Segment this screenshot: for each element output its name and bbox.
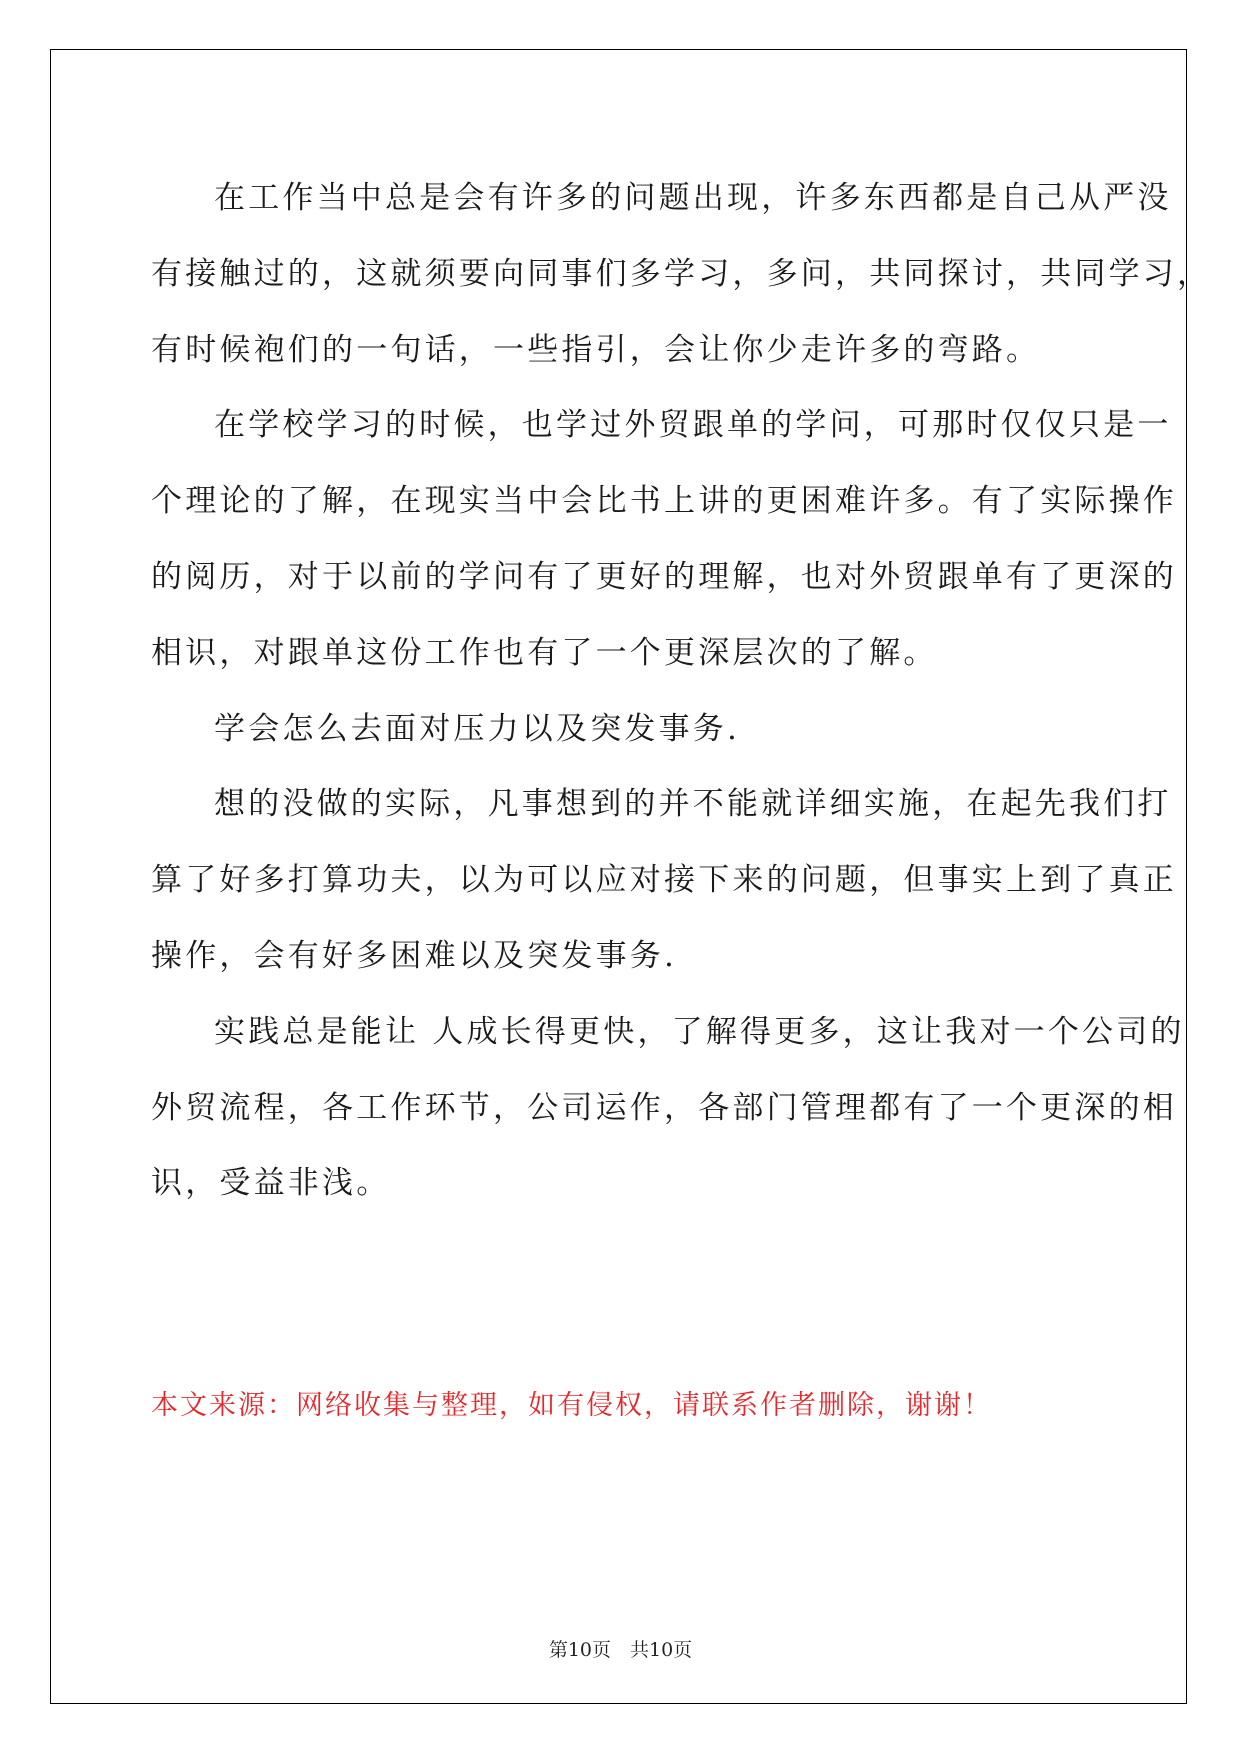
paragraph-1-line-3: 有时候袍们的一句话，一些指引，会让你少走许多的弯路。	[151, 332, 1041, 368]
paragraph-1-line-1: 在工作当中总是会有许多的问题出现，许多东西都是自己从严没	[214, 180, 1172, 216]
paragraph-2-line-4: 相识，对跟单这份工作也有了一个更深层次的了解。	[151, 635, 938, 671]
paragraph-2-line-1: 在学校学习的时候，也学过外贸跟单的学问，可那时仅仅只是一	[214, 407, 1172, 443]
paragraph-2-line-3: 的阅历，对于以前的学问有了更好的理解，也对外贸跟单有了更深的	[151, 559, 1177, 595]
paragraph-4-line-1: 想的没做的实际，凡事想到的并不能就详细实施，在起先我们打	[214, 786, 1172, 822]
paragraph-3-line-1: 学会怎么去面对压力以及突发事务.	[214, 711, 741, 747]
paragraph-5-line-1: 实践总是能让 人成长得更快，了解得更多，这让我对一个公司的	[214, 1014, 1185, 1050]
paragraph-5-line-3: 识，受益非浅。	[151, 1165, 391, 1201]
paragraph-4-line-3: 操作，会有好多困难以及突发事务.	[151, 938, 678, 974]
paragraph-2-line-2: 个理论的了解，在现实当中会比书上讲的更困难许多。有了实际操作	[151, 483, 1177, 519]
source-disclaimer: 本文来源：网络收集与整理，如有侵权，请联系作者删除，谢谢！	[151, 1390, 992, 1421]
paragraph-1-line-2: 有接触过的，这就须要向同事们多学习，多问，共同探讨，共同学习，	[151, 256, 1212, 292]
paragraph-4-line-2: 算了好多打算功夫，以为可以应对接下来的问题，但事实上到了真正	[151, 862, 1177, 898]
paragraph-5-line-2: 外贸流程，各工作环节，公司运作，各部门管理都有了一个更深的相	[151, 1090, 1177, 1126]
page-number-footer: 第10页 共10页	[548, 1639, 693, 1661]
